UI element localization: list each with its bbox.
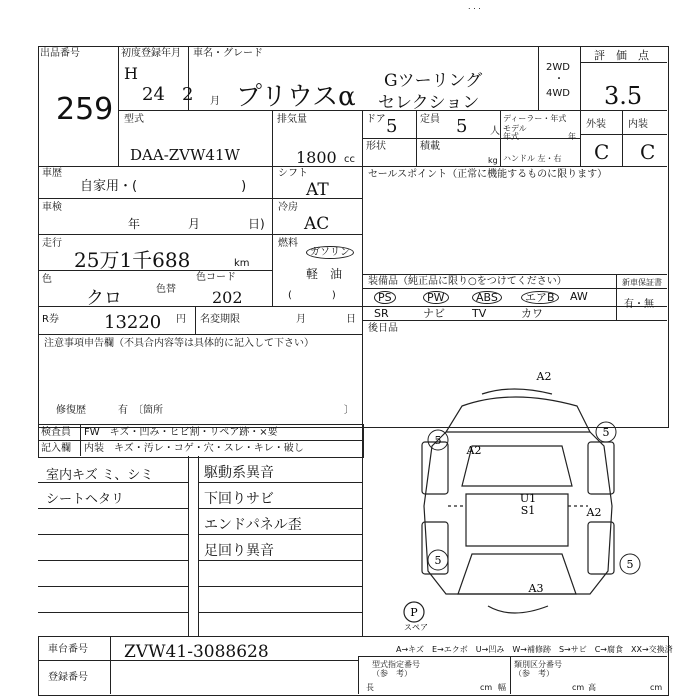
car-name: プリウスα (236, 82, 356, 112)
shift-value: AT (306, 180, 329, 200)
note-left-0: 室内キズ ミ、シミ (46, 468, 154, 483)
lot-label: 出品番号 (40, 48, 80, 59)
displacement-value: 1800 (296, 148, 337, 167)
note-right-0: 駆動系異音 (204, 465, 274, 481)
mileage-value: 25万1千688 (74, 248, 191, 272)
diagram-mark-4: A2 (586, 506, 602, 519)
warranty-label: 新車保証書 (622, 278, 662, 287)
capacity-label: 定員 (420, 114, 440, 125)
recorder-label: 記入欄 (41, 443, 71, 454)
era: H (124, 64, 138, 83)
interior-score: C (640, 140, 656, 164)
model-year-label: モデル (503, 124, 527, 133)
exterior-score: C (594, 140, 610, 164)
class-label: 類別区分番号 (514, 660, 562, 669)
equipment-item-row2-0: SR (374, 307, 389, 320)
drive-2wd: 2WD (546, 62, 570, 73)
mileage-unit: km (234, 258, 250, 269)
car-name-label: 車名・グレード (193, 48, 263, 59)
repair-label: 修復歴 (56, 405, 86, 416)
color-change-label: 色替 (156, 284, 176, 295)
fuel-paren: ( ) (288, 290, 336, 301)
shift-label: シフト (278, 168, 308, 179)
reg-year: 24 (142, 84, 165, 105)
name-change-day: 日 (346, 314, 356, 325)
recycle-label: R券 (42, 314, 59, 325)
registration-label: 登録番号 (48, 672, 88, 683)
grade-line2: セレクション (378, 93, 480, 113)
equipment-item-row1-3: エアB (521, 291, 559, 304)
diagram-mark-0: A2 (536, 370, 552, 383)
diagram-mark-2: U1 (519, 492, 537, 505)
reg-num-label: 型式指定番号 (372, 660, 420, 669)
recycle-unit: 円 (176, 314, 186, 325)
displacement-label: 排気量 (277, 114, 307, 125)
score-value: 3.5 (604, 82, 643, 110)
load-label: 積載 (420, 141, 440, 152)
name-change-label: 名変期限 (200, 314, 240, 325)
fuel-light-oil: 軽 油 (306, 267, 343, 281)
note-right-1: 下回りサビ (204, 491, 274, 507)
score-label: 評 価 点 (594, 49, 649, 62)
color-value: クロ (86, 288, 122, 309)
width-label: 幅 (498, 683, 506, 692)
displacement-unit: cc (344, 154, 355, 165)
doors-value: 5 (386, 116, 398, 137)
length-label: 長 (366, 683, 374, 692)
spare-label: スペア (404, 623, 428, 632)
equipment-label: 装備品（純正品に限り○をつけてください） (368, 276, 567, 287)
year-label: 年式 (503, 132, 519, 141)
equipment-item-row1-1: PW (423, 291, 449, 304)
diagram-mark-5: A3 (528, 582, 544, 595)
equipment-item-row1-0: PS (374, 291, 396, 304)
diagram-mark-9: 5 (626, 558, 634, 571)
diagram-mark-7: 5 (602, 426, 610, 439)
note-right-2: エンドパネル歪 (204, 517, 302, 533)
capacity-unit: 人 (490, 126, 500, 137)
notes-label: 注意事項申告欄（不具合内容等は具体的に記入して下さい） (44, 338, 314, 349)
recycle-value: 13220 (104, 312, 162, 333)
sales-point-label: セールスポイント（正常に機能するものに限ります） (368, 169, 608, 180)
lot-number: 259 (56, 92, 114, 127)
exterior-label: 外装 (586, 119, 606, 130)
diagram-mark-3: S1 (520, 504, 536, 517)
equipment-item-row2-3: カワ (521, 307, 543, 320)
mileage-label: 走行 (42, 238, 62, 249)
shape-label: 形状 (366, 141, 386, 152)
load-unit: kg (488, 156, 498, 165)
inspection-label: 車検 (42, 202, 62, 213)
fuel-gasoline: ガソリン (306, 246, 354, 259)
class-ref: （参 考） (514, 669, 554, 678)
handle-label: ハンドル 左・右 (503, 154, 562, 163)
history-value: 自家用・( ) (80, 179, 247, 194)
color-code-value: 202 (212, 288, 243, 307)
model-label: 型式 (124, 114, 144, 125)
grade-line1: Gツーリング (384, 71, 483, 91)
inspector-label: 検査員 (41, 427, 71, 438)
equipment-item-row2-2: TV (472, 307, 487, 320)
chassis-value: ZVW41-3088628 (124, 642, 269, 662)
repair-close: 〕 (344, 405, 354, 416)
month-suffix: 月 (210, 96, 220, 107)
doors-label: ドア (366, 114, 386, 125)
diagram-mark-10: P (410, 606, 418, 619)
dealer-label: ディーラー・年式 (503, 114, 567, 123)
chassis-label: 車台番号 (48, 644, 88, 655)
diagram-mark-8: 5 (434, 554, 442, 567)
color-label: 色 (42, 274, 52, 285)
history-label: 車歴 (42, 168, 62, 179)
drive-4wd: 4WD (546, 88, 570, 99)
inspection-value: 年 月 日) (128, 217, 265, 231)
length-cm: cm (480, 683, 493, 692)
car-diagram (362, 336, 667, 636)
warranty-value: 有・無 (624, 299, 654, 310)
equipment-item-row1-4: AW (570, 290, 588, 303)
fuel-label: 燃料 (278, 238, 298, 249)
repair-value: 有 〔箇所 (118, 405, 163, 416)
equipment-item-row1-2: ABS (472, 291, 502, 304)
reg-num-ref: （参 考） (372, 669, 412, 678)
width-cm: cm (572, 683, 585, 692)
ac-value: AC (304, 214, 330, 234)
first-reg-label: 初度登録年月 (121, 48, 181, 59)
reg-month: 2 (182, 84, 194, 105)
model-value: DAA-ZVW41W (130, 146, 240, 164)
after-label: 後日品 (368, 323, 398, 334)
height-label: 高 (588, 683, 596, 692)
ac-label: 冷房 (278, 202, 298, 213)
diagram-mark-6: 5 (434, 434, 442, 447)
corner-text: . . . (468, 2, 481, 11)
inspector-row1: FW キズ・凹み・ヒビ割・リペア跡・×要 (84, 427, 278, 438)
drive-dot: ・ (554, 74, 564, 85)
legend: A→キズ E→エクボ U→凹み W→補修跡 S→サビ C→腐食 XX→交換済 (396, 645, 673, 654)
note-right-3: 足回り異音 (204, 543, 274, 559)
equipment-item-row2-1: ナビ (423, 307, 445, 320)
inspector-row2: 内装 キズ・汚レ・コゲ・穴・スレ・キレ・破し (84, 443, 304, 454)
year-unit: 年 (568, 132, 576, 141)
color-code-label: 色コード (196, 272, 236, 283)
note-left-1: シートヘタリ (46, 492, 125, 507)
diagram-mark-1: A2 (466, 444, 482, 457)
name-change-month: 月 (296, 314, 306, 325)
height-cm: cm (650, 683, 663, 692)
interior-label: 内装 (628, 119, 648, 130)
capacity-value: 5 (456, 116, 468, 137)
